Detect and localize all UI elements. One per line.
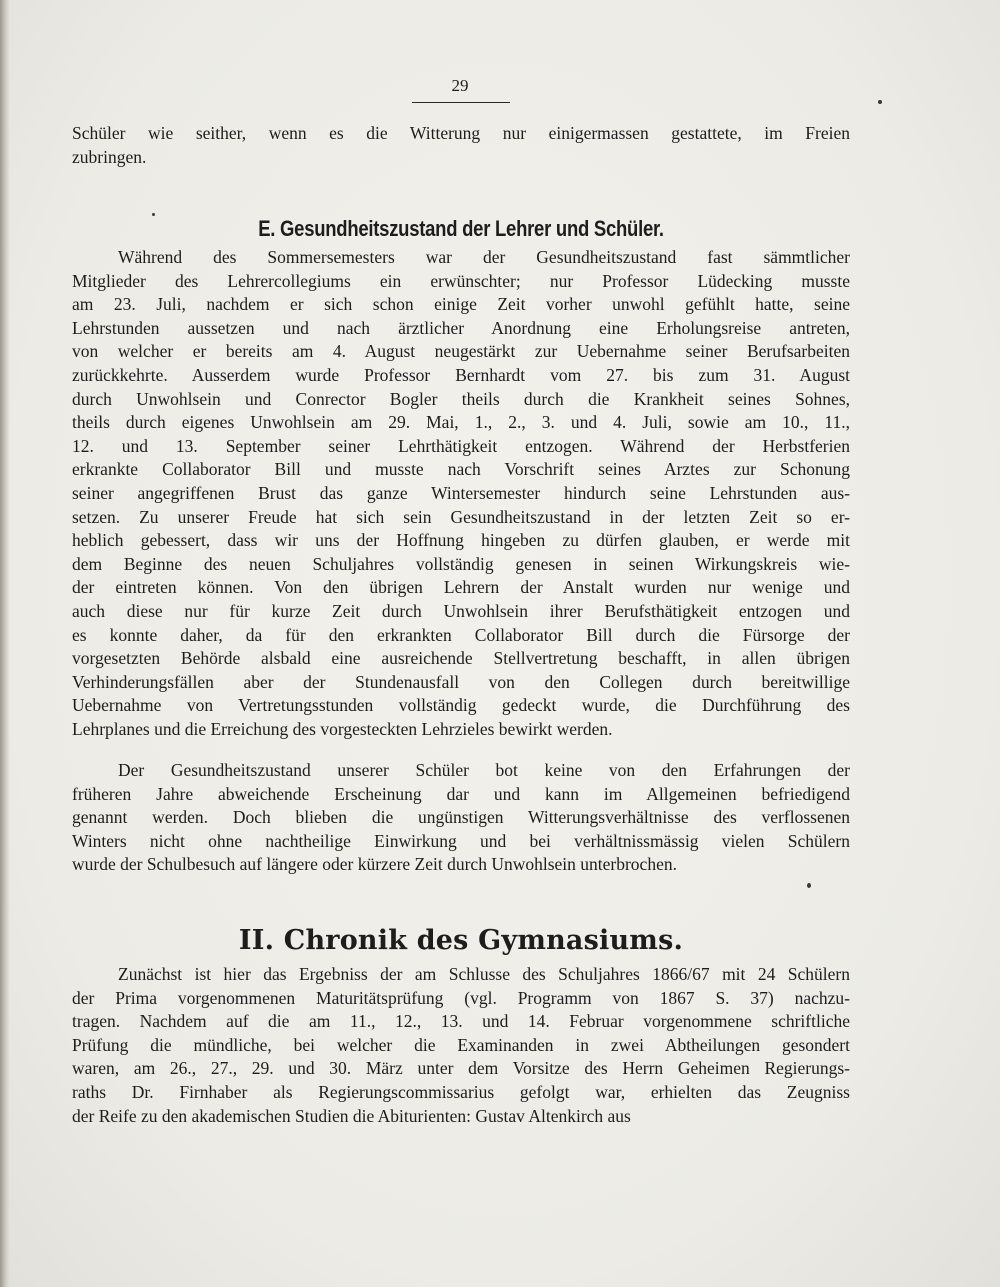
text-line: am 23. Juli, nachdem er sich schon einige Zeit vorher unwohl gefühlt hatte, seine [72,294,850,315]
text-line: tragen. Nachdem auf die am 11., 12., 13. und 14. Februar vorgenommene schriftliche [72,1011,850,1032]
text-line: Schüler wie seither, wenn es die Witterung nur einigermassen gestattete, im Freien [72,123,850,143]
text-line: Mitglieder des Lehrercollegiums ein erwünschter; nur Professor Lüdecking musste [72,270,850,291]
page-binding-edge [0,0,10,1287]
text-line: der Prima vorgenommenen Maturitätsprüfung (vgl. Programm von 1867 S. 37) nachzu- [72,987,850,1008]
text-line: 12. und 13. September seiner Lehrthätigkeit entzogen. Während der Herbstferien [72,435,850,456]
print-speck [807,883,811,888]
text-line: Der Gesundheitszustand unserer Schüler bot keine von den Erfahrungen der [118,760,850,780]
health-students-paragraph [72,759,850,877]
section-heading-e: E. Gesundheitszustand der Lehrer und Schüler. [258,216,664,241]
text-line: setzen. Zu unserer Freude hat sich sein Gesundheitszustand in der letzten Zeit so er- [72,506,850,527]
text-line: Uebernahme von Vertretungsstunden vollständig gedeckt wurde, die Durchführung des [72,695,850,716]
text-line: seiner angegriffenen Brust das ganze Wintersemester hindurch seine Lehrstunden aus- [72,482,850,503]
text-line: vorgesetzten Behörde alsbald eine ausreichende Stellvertretung beschafft, in allen übrigen [72,648,850,669]
section-heading-ii: II. Chronik des Gymnasiums. [238,925,684,956]
page-number: 29 [451,76,469,95]
text-line: wurde der Schulbesuch auf längere oder kürzere Zeit durch Unwohlsein unterbrochen. [72,854,677,875]
text-line: Zunächst ist hier das Ergebniss der am Schlusse des Schuljahres 1866/67 mit 24 Schülern [118,964,850,984]
text-line: Lehrplanes und die Erreichung des vorgesteckten Lehrzieles bewirkt werden. [72,718,613,739]
health-teachers-paragraph [72,246,850,741]
text-line: Während des Sommersemesters war der Gesundheitszustand fast sämmtlicher [118,247,850,267]
text-line: der Reife zu den akademischen Studien die Abiturienten: Gustav Altenkirch aus [72,1105,631,1126]
text-line: erkrankte Collaborator Bill und musste nach Vorschrift seines Arztes zur Schonung [72,459,850,480]
text-line: zubringen. [72,146,147,167]
print-speck [152,213,155,216]
text-line: von welcher er bereits am 4. August neugestärkt zur Uebernahme seiner Berufsarbeiten [72,341,850,362]
text-line: der eintreten können. Von den übrigen Lehrern der Anstalt wurden nur wenige und [72,577,850,598]
print-speck [878,100,882,104]
page-number-rule [412,102,510,103]
text-line: Verhinderungsfällen aber der Stundenausfall von den Collegen durch bereitwillige [72,671,850,692]
text-line: theils durch eigenes Unwohlsein am 29. Mai, 1., 2., 3. und 4. Juli, sowie am 10., 11., [72,412,850,433]
text-line: durch Unwohlsein und Conrector Bogler theils durch die Krankheit seines Sohnes, [72,388,850,409]
text-line: Lehrstunden aussetzen und nach ärztlicher Anordnung eine Erholungsreise antreten, [72,317,850,338]
text-line: es konnte daher, da für den erkrankten Collaborator Bill durch die Fürsorge der [72,624,850,645]
text-line: dem Beginne des neuen Schuljahres vollständig genesen in seinen Wirkungskreis wie- [72,553,850,574]
text-line: raths Dr. Firnhaber als Regierungscommissarius gefolgt war, erhielten das Zeugniss [72,1081,850,1102]
text-line: waren, am 26., 27., 29. und 30. März unter dem Vorsitze des Herrn Geheimen Regierungs- [72,1058,850,1079]
text-line: Prüfung die mündliche, bei welcher die Examinanden in zwei Abtheilungen gesondert [72,1034,850,1055]
text-line: genannt werden. Doch blieben die ungünstigen Witterungsverhältnisse des verflossenen [72,807,850,828]
text-line: Winters nicht ohne nachtheilige Einwirkung und bei verhältnissmässig vielen Schülern [72,830,850,851]
chronicle-paragraph [72,963,850,1128]
text-line: heblich gebessert, dass wir uns der Hoffnung hingeben zu dürfen glauben, er werde mit [72,530,850,551]
intro-paragraph [72,122,850,169]
text-line: früheren Jahre abweichende Erscheinung dar und kann im Allgemeinen befriedigend [72,783,850,804]
text-line: auch diese nur für kurze Zeit durch Unwohlsein ihrer Berufsthätigkeit entzogen und [72,600,850,621]
text-line: zurückkehrte. Ausserdem wurde Professor Bernhardt vom 27. bis zum 31. August [72,364,850,385]
